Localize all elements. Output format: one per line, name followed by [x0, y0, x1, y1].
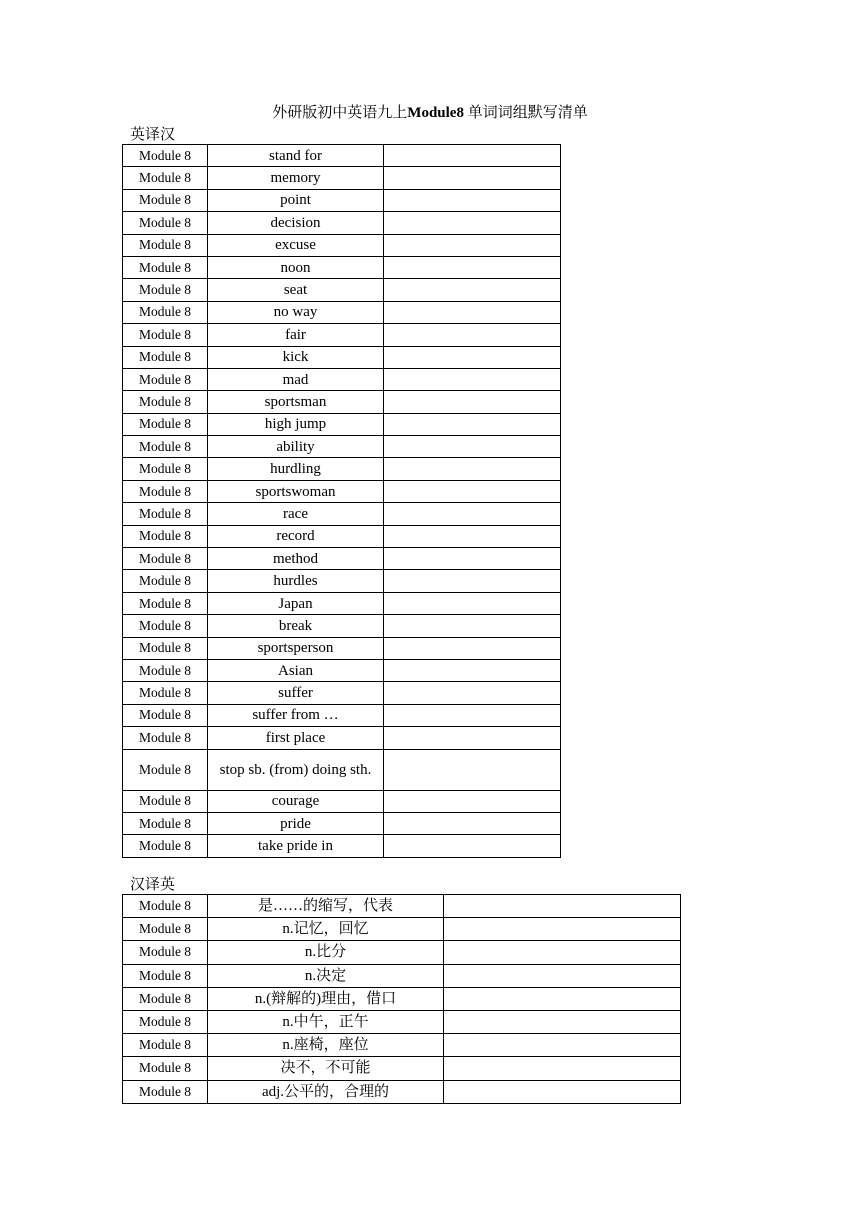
prompt-cell: decision: [208, 212, 384, 234]
table-row: [123, 727, 561, 749]
prompt-cell: hurdles: [208, 570, 384, 592]
table-row: [123, 189, 561, 211]
module-cell: Module 8: [123, 458, 208, 480]
table-row: [123, 749, 561, 790]
prompt-cell: point: [208, 189, 384, 211]
answer-cell[interactable]: [444, 987, 681, 1010]
prompt-cell: Asian: [208, 659, 384, 681]
module-cell: Module 8: [123, 503, 208, 525]
answer-cell[interactable]: [444, 1034, 681, 1057]
module-cell: Module 8: [123, 790, 208, 812]
section-label-cn-to-en: 汉译英: [130, 875, 176, 893]
answer-cell[interactable]: [384, 324, 561, 346]
prompt-cell: n.(辩解的)理由，借口: [208, 987, 444, 1010]
answer-cell[interactable]: [384, 167, 561, 189]
table-row: [123, 918, 681, 941]
prompt-cell: kick: [208, 346, 384, 368]
prompt-cell: hurdling: [208, 458, 384, 480]
table-row: [123, 256, 561, 278]
module-cell: Module 8: [123, 279, 208, 301]
table-row: [123, 436, 561, 458]
module-cell: Module 8: [123, 301, 208, 323]
answer-cell[interactable]: [444, 1057, 681, 1080]
prompt-cell: 决不，不可能: [208, 1057, 444, 1080]
answer-cell[interactable]: [384, 212, 561, 234]
answer-cell[interactable]: [384, 368, 561, 390]
prompt-cell: n.记忆，回忆: [208, 918, 444, 941]
module-cell: Module 8: [123, 324, 208, 346]
module-cell: Module 8: [123, 413, 208, 435]
answer-cell[interactable]: [444, 895, 681, 918]
table-row: [123, 570, 561, 592]
module-cell: Module 8: [123, 964, 208, 987]
module-cell: Module 8: [123, 167, 208, 189]
module-cell: Module 8: [123, 987, 208, 1010]
table-row: [123, 659, 561, 681]
module-cell: Module 8: [123, 145, 208, 167]
module-cell: Module 8: [123, 1080, 208, 1103]
table-row: [123, 895, 681, 918]
table-row: [123, 368, 561, 390]
answer-cell[interactable]: [384, 592, 561, 614]
prompt-cell: suffer from …: [208, 704, 384, 726]
answer-cell[interactable]: [384, 301, 561, 323]
module-cell: Module 8: [123, 346, 208, 368]
prompt-cell: mad: [208, 368, 384, 390]
prompt-cell: memory: [208, 167, 384, 189]
answer-cell[interactable]: [444, 1080, 681, 1103]
prompt-cell: fair: [208, 324, 384, 346]
module-cell: Module 8: [123, 637, 208, 659]
module-cell: Module 8: [123, 1057, 208, 1080]
answer-cell[interactable]: [384, 346, 561, 368]
table-row: [123, 458, 561, 480]
table-row: [123, 941, 681, 964]
vocab-table-cn-to-en: [122, 894, 681, 1104]
module-cell: Module 8: [123, 436, 208, 458]
answer-cell[interactable]: [384, 570, 561, 592]
prompt-cell: excuse: [208, 234, 384, 256]
module-cell: Module 8: [123, 835, 208, 857]
module-cell: Module 8: [123, 525, 208, 547]
table-row: [123, 525, 561, 547]
title-module: Module8: [407, 105, 464, 121]
answer-cell[interactable]: [384, 279, 561, 301]
table-row: [123, 1057, 681, 1080]
prompt-cell: sportsperson: [208, 637, 384, 659]
prompt-cell: noon: [208, 256, 384, 278]
table-row: [123, 346, 561, 368]
prompt-cell: seat: [208, 279, 384, 301]
answer-cell[interactable]: [384, 682, 561, 704]
prompt-cell: sportsman: [208, 391, 384, 413]
answer-cell[interactable]: [384, 480, 561, 502]
module-cell: Module 8: [123, 659, 208, 681]
table-row: [123, 1080, 681, 1103]
module-cell: Module 8: [123, 391, 208, 413]
table-row: [123, 548, 561, 570]
answer-cell[interactable]: [384, 436, 561, 458]
answer-cell[interactable]: [384, 458, 561, 480]
table-row: [123, 167, 561, 189]
module-cell: Module 8: [123, 615, 208, 637]
table-row: [123, 480, 561, 502]
module-cell: Module 8: [123, 212, 208, 234]
answer-cell[interactable]: [384, 749, 561, 790]
prompt-cell: n.座椅，座位: [208, 1034, 444, 1057]
vocab-table-en-to-cn: [122, 144, 561, 858]
prompt-cell: first place: [208, 727, 384, 749]
prompt-cell: take pride in: [208, 835, 384, 857]
module-cell: Module 8: [123, 368, 208, 390]
module-cell: Module 8: [123, 895, 208, 918]
prompt-cell: Japan: [208, 592, 384, 614]
page-title: [0, 103, 860, 123]
prompt-cell: pride: [208, 812, 384, 834]
module-cell: Module 8: [123, 749, 208, 790]
prompt-cell: break: [208, 615, 384, 637]
table-row: [123, 324, 561, 346]
prompt-cell: suffer: [208, 682, 384, 704]
table-row: [123, 503, 561, 525]
prompt-cell: n.比分: [208, 941, 444, 964]
answer-cell[interactable]: [384, 704, 561, 726]
answer-cell[interactable]: [384, 256, 561, 278]
answer-cell[interactable]: [384, 391, 561, 413]
module-cell: Module 8: [123, 704, 208, 726]
table-row: [123, 637, 561, 659]
prompt-cell: adj.公平的，合理的: [208, 1080, 444, 1103]
module-cell: Module 8: [123, 941, 208, 964]
answer-cell[interactable]: [384, 812, 561, 834]
answer-cell[interactable]: [444, 964, 681, 987]
table-row: [123, 391, 561, 413]
prompt-cell: race: [208, 503, 384, 525]
prompt-cell: courage: [208, 790, 384, 812]
answer-cell[interactable]: [444, 1010, 681, 1033]
section-label-en-to-cn: 英译汉: [130, 125, 176, 143]
prompt-cell: n.中午，正午: [208, 1010, 444, 1033]
prompt-cell: sportswoman: [208, 480, 384, 502]
module-cell: Module 8: [123, 812, 208, 834]
answer-cell[interactable]: [384, 548, 561, 570]
answer-cell[interactable]: [384, 659, 561, 681]
table-row: [123, 279, 561, 301]
answer-cell[interactable]: [384, 413, 561, 435]
prompt-cell: record: [208, 525, 384, 547]
module-cell: Module 8: [123, 682, 208, 704]
answer-cell[interactable]: [384, 835, 561, 857]
answer-cell[interactable]: [384, 615, 561, 637]
answer-cell[interactable]: [384, 189, 561, 211]
module-cell: Module 8: [123, 592, 208, 614]
module-cell: Module 8: [123, 1034, 208, 1057]
module-cell: Module 8: [123, 234, 208, 256]
title-suffix: 单词词组默写清单: [463, 105, 588, 121]
answer-cell[interactable]: [444, 918, 681, 941]
module-cell: Module 8: [123, 727, 208, 749]
table-row: [123, 615, 561, 637]
table-row: [123, 145, 561, 167]
title-prefix: 外研版初中英语九上: [272, 105, 408, 121]
table-row: [123, 1010, 681, 1033]
table-row: [123, 987, 681, 1010]
answer-cell[interactable]: [444, 941, 681, 964]
prompt-cell: n.决定: [208, 964, 444, 987]
table-row: [123, 1034, 681, 1057]
table-row: [123, 413, 561, 435]
prompt-cell: 是……的缩写，代表: [208, 895, 444, 918]
module-cell: Module 8: [123, 918, 208, 941]
table-row: [123, 964, 681, 987]
answer-cell[interactable]: [384, 790, 561, 812]
table-row: [123, 790, 561, 812]
answer-cell[interactable]: [384, 727, 561, 749]
prompt-cell: stop sb. (from) doing sth.: [208, 749, 384, 790]
table-row: [123, 301, 561, 323]
prompt-cell: high jump: [208, 413, 384, 435]
prompt-cell: stand for: [208, 145, 384, 167]
prompt-cell: no way: [208, 301, 384, 323]
table-row: [123, 234, 561, 256]
answer-cell[interactable]: [384, 234, 561, 256]
table-row: [123, 682, 561, 704]
module-cell: Module 8: [123, 480, 208, 502]
module-cell: Module 8: [123, 256, 208, 278]
table-row: [123, 704, 561, 726]
answer-cell[interactable]: [384, 145, 561, 167]
prompt-cell: ability: [208, 436, 384, 458]
table-row: [123, 592, 561, 614]
prompt-cell: method: [208, 548, 384, 570]
answer-cell[interactable]: [384, 525, 561, 547]
answer-cell[interactable]: [384, 637, 561, 659]
table-row: [123, 812, 561, 834]
module-cell: Module 8: [123, 548, 208, 570]
answer-cell[interactable]: [384, 503, 561, 525]
module-cell: Module 8: [123, 570, 208, 592]
module-cell: Module 8: [123, 1010, 208, 1033]
table-row: [123, 212, 561, 234]
module-cell: Module 8: [123, 189, 208, 211]
table-row: [123, 835, 561, 857]
